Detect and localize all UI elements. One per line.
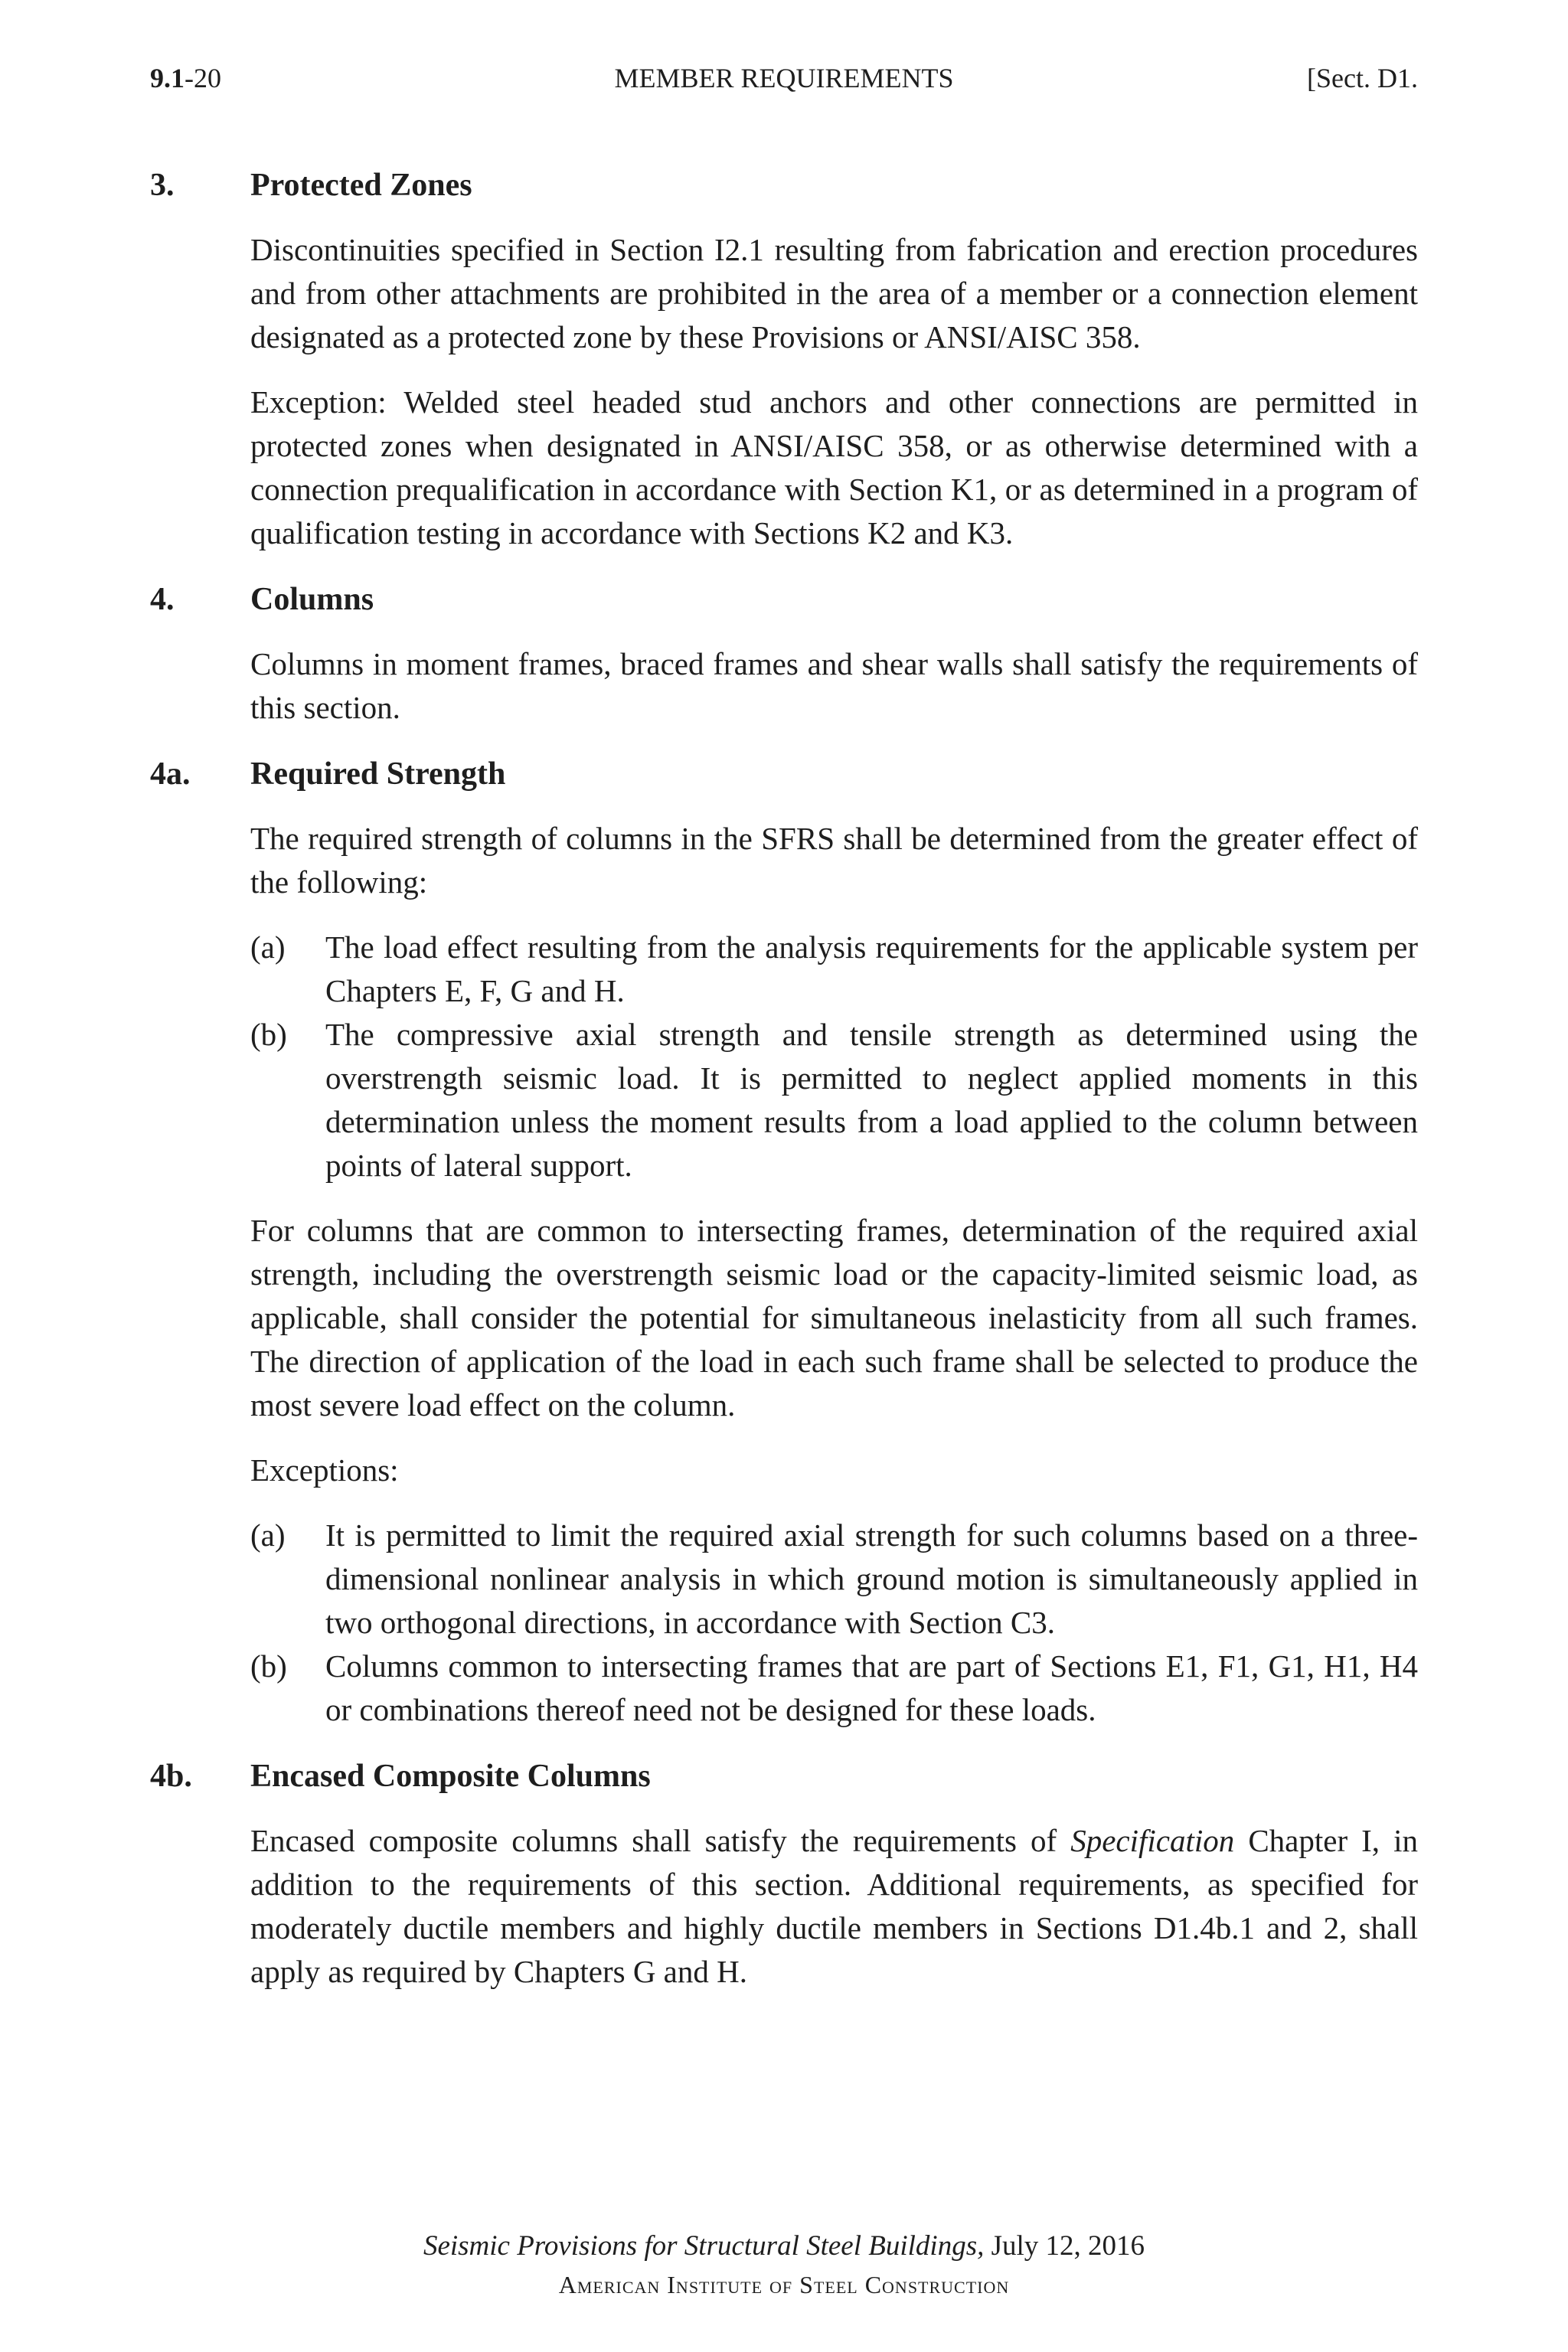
- requirements-list: [250, 926, 1418, 1187]
- paragraph-text: Encased composite columns shall satisfy the requirements of: [250, 1823, 1071, 1858]
- specification-reference: Specification: [1070, 1823, 1235, 1858]
- section-4a: [150, 751, 1418, 1732]
- chapter-title: MEMBER REQUIREMENTS: [614, 63, 954, 93]
- list-item-text: The load effect resulting from the analysis requirements for the applicable system per Chapters E, F, G and H.: [325, 929, 1418, 1008]
- exception-paragraph: Exception: Welded steel headed stud anchors and other connections are permitted in protected zones when designated in ANSI/AISC 358, or as otherwise determined with a connection prequalification in accordance with Section K1, or as determined in a program of qualification testing in accordance with Sections K2 and K3.: [250, 384, 1418, 550]
- section-heading: Encased Composite Columns: [250, 1759, 651, 1794]
- list-item: [250, 926, 1418, 1013]
- exceptions-list: [250, 1514, 1418, 1732]
- section-heading: Protected Zones: [250, 168, 472, 203]
- paragraph-text: Chapter I, in addition to the requirements of this section. Additional requirements, as specified for moderately ductile members and highly ductile members in Sections D1.4b.1 and 2, shall apply as required by Chapters G and H.: [250, 1823, 1418, 1989]
- list-marker: (a): [250, 929, 286, 965]
- running-header: [150, 57, 1418, 100]
- list-marker: (b): [250, 1017, 287, 1052]
- footer-publication: [0, 2226, 1568, 2266]
- section-heading: Columns: [250, 582, 374, 617]
- paragraph: [250, 1819, 1418, 1994]
- section-number: 4a.: [150, 756, 191, 792]
- paragraph: Discontinuities specified in Section I2.1 resulting from fabrication and erection procedures and from other attachments are prohibited in the area of a member or a connection element designated as a protected zone by these Provisions or ANSI/AISC 358.: [250, 232, 1418, 354]
- list-item-text: Columns common to intersecting frames that are part of Sections E1, F1, G1, H1, H4 or combinations thereof need not be designed for these loads.: [325, 1648, 1418, 1727]
- section-number: 3.: [150, 168, 175, 203]
- list-item: [250, 1514, 1418, 1645]
- list-item-text: It is permitted to limit the required axial strength for such columns based on a three-dimensional nonlinear analysis in which ground motion is simultaneously applied in two orthogonal directions, in accordance with Section C3.: [325, 1517, 1418, 1640]
- publication-date: July 12, 2016: [984, 2230, 1145, 2262]
- page-footer: [0, 2226, 1568, 2303]
- paragraph: The required strength of columns in the SFRS shall be determined from the greater effect of the following:: [250, 821, 1418, 900]
- list-marker: (b): [250, 1648, 287, 1684]
- list-item: [250, 1013, 1418, 1187]
- page-number-prefix: 9.1: [150, 63, 185, 93]
- list-marker: (a): [250, 1517, 286, 1553]
- page-number-suffix: -20: [185, 63, 221, 93]
- section-number: 4.: [150, 582, 175, 617]
- page-body: [150, 162, 1418, 2015]
- section-number: 4b.: [150, 1759, 192, 1794]
- publication-title: Seismic Provisions for Structural Steel Buildings,: [423, 2230, 985, 2262]
- section-reference: [Sect. D1.: [1307, 63, 1418, 93]
- list-item: [250, 1645, 1418, 1732]
- section-4: [150, 577, 1418, 730]
- publisher-name: American Institute of Steel Construction: [558, 2271, 1010, 2298]
- exceptions-label: Exceptions:: [250, 1452, 399, 1488]
- section-heading: Required Strength: [250, 756, 506, 792]
- section-3: [150, 162, 1418, 555]
- paragraph: For columns that are common to intersecting frames, determination of the required axial strength, including the overstrength seismic load or the capacity-limited seismic load, as applicable, shall consider the potential for simultaneous inelasticity from all such frames. The direction of application of the load in each such frame shall be selected to produce the most severe load effect on the column.: [250, 1213, 1418, 1423]
- section-4b: [150, 1753, 1418, 1994]
- paragraph: Columns in moment frames, braced frames and shear walls shall satisfy the requirements of this section.: [250, 646, 1418, 725]
- list-item-text: The compressive axial strength and tensile strength as determined using the overstrength seismic load. It is permitted to neglect applied moments in this determination unless the moment results from a load applied to the column between points of lateral support.: [325, 1017, 1418, 1183]
